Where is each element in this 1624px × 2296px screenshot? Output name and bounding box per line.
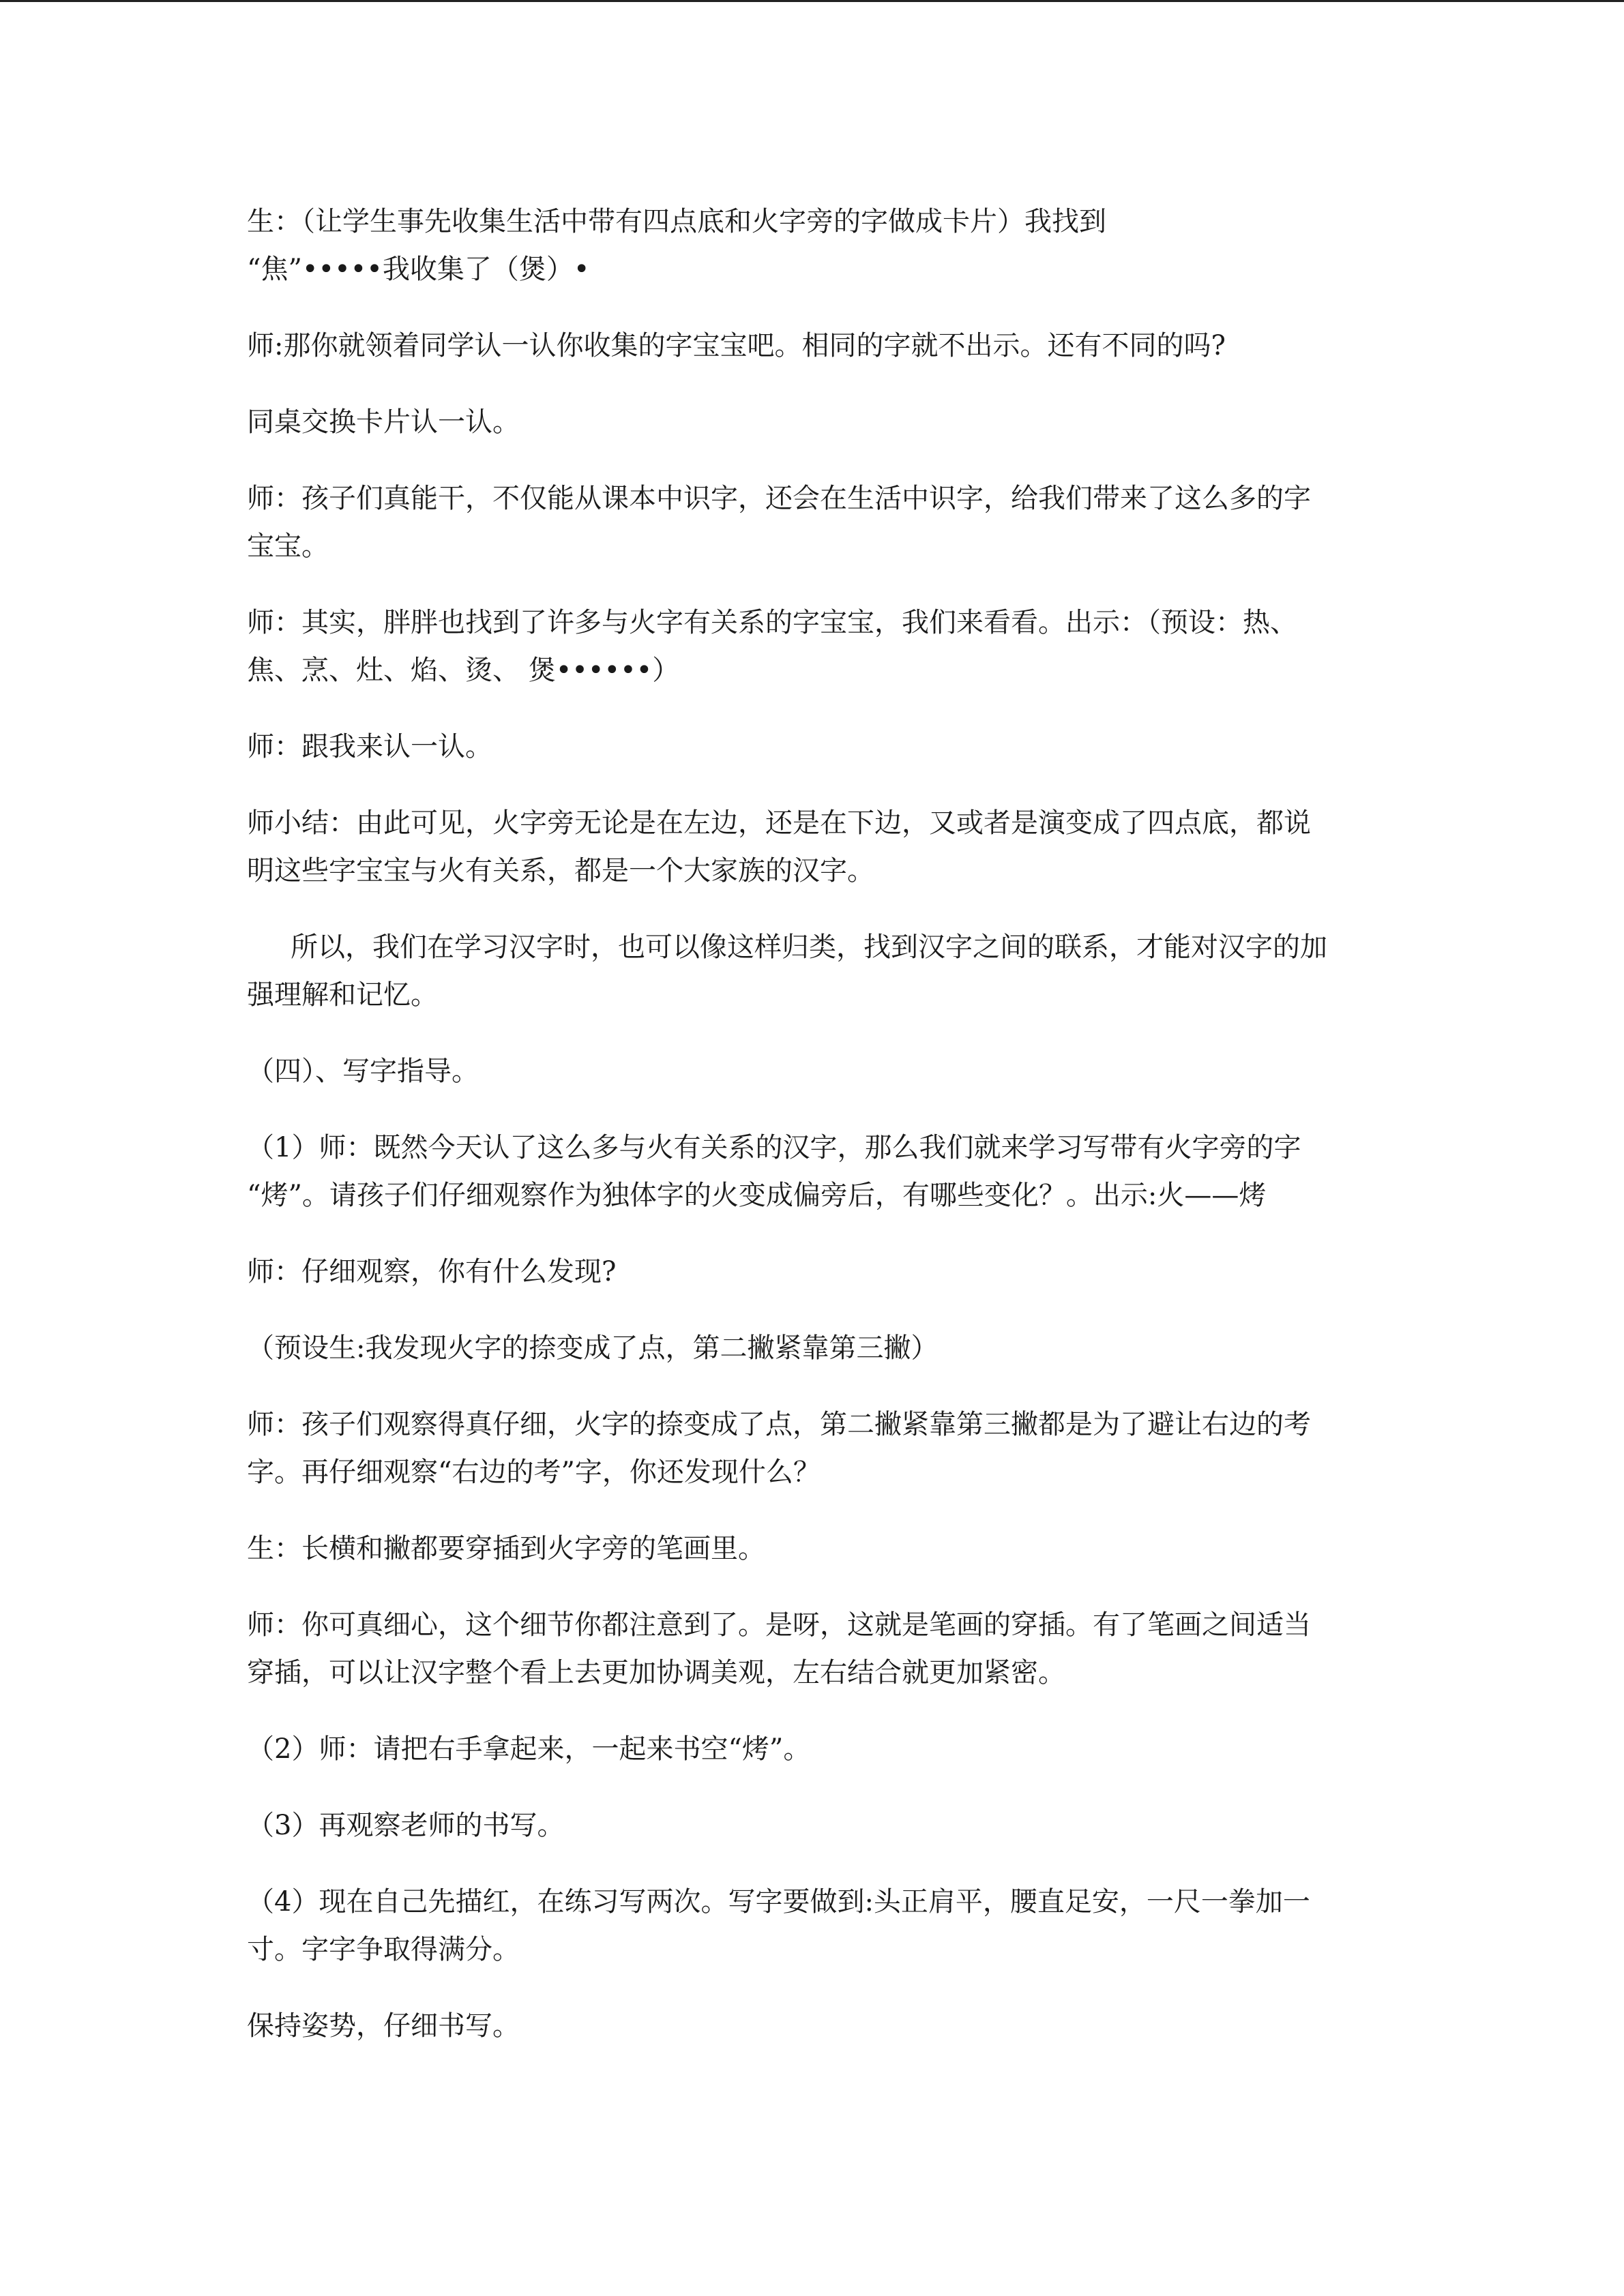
text-line: 宝宝。 [247,531,329,562]
paragraph-17 [247,1802,1393,1849]
text-line: 师：孩子们真能干，不仅能从课本中识字，还会在生活中识字，给我们带来了这么多的字 [247,483,1311,514]
text-line: “烤”。请孩子们仔细观察作为独体字的火变成偏旁后，有哪些变化？。出示:火——烤 [247,1180,1267,1211]
text-line: 师小结：由此可见，火字旁无论是在左边，还是在下边，又或者是演变成了四点底，都说 [247,807,1311,839]
text-line: 保持姿势，仔细书写。 [247,2010,520,2042]
paragraph-7 [247,799,1393,895]
paragraph-6 [247,723,1393,771]
text-line: （四）、写字指导。 [247,1056,479,1087]
paragraph-1 [247,198,1393,293]
section-heading [247,1047,1393,1095]
paragraph-15 [247,1601,1393,1697]
text-line: 穿插，可以让汉字整个看上去更加协调美观，左右结合就更加紧密。 [247,1657,1065,1688]
text-line: 师：仔细观察，你有什么发现? [247,1256,617,1287]
text-line: （预设生:我发现火字的捺变成了点，第二撇紧靠第三撇） [247,1332,939,1364]
paragraph-13 [247,1401,1393,1496]
paragraph-8 [247,923,1393,1019]
text-line: 生：长横和撇都要穿插到火字旁的笔画里。 [247,1533,765,1564]
paragraph-18 [247,1878,1393,1973]
text-line: （3）再观察老师的书写。 [247,1810,565,1841]
paragraph-14 [247,1525,1393,1572]
paragraph-5 [247,599,1393,694]
text-line: （1）师：既然今天认了这么多与火有关系的汉字，那么我们就来学习写带有火字旁的字 [247,1132,1301,1163]
text-line: 强理解和记忆。 [247,979,438,1011]
paragraph-12 [247,1324,1393,1372]
text-line: （4）现在自己先描红，在练习写两次。写字要做到:头正肩平，腰直足安，一尺一拳加一 [247,1886,1310,1918]
text-line: 师：跟我来认一认。 [247,731,492,762]
paragraph-10 [247,1124,1393,1219]
text-line: 师：你可真细心，这个细节你都注意到了。是呀，这就是笔画的穿插。有了笔画之间适当 [247,1609,1311,1641]
text-line: 师：其实，胖胖也找到了许多与火字有关系的字宝宝，我们来看看。出示：（预设：热、 [247,607,1297,638]
text-line: “焦”•••••我收集了（煲）• [247,254,590,285]
text-line: 同桌交换卡片认一认。 [247,406,520,438]
page-top-border [0,0,1624,2]
paragraph-11 [247,1248,1393,1296]
document-page [247,198,1393,2078]
paragraph-16 [247,1725,1393,1773]
text-line: 师:那你就领着同学认一认你收集的字宝宝吧。相同的字就不出示。还有不同的吗? [247,330,1226,361]
text-line: 明这些字宝宝与火有关系，都是一个大家族的汉字。 [247,855,874,886]
paragraph-4 [247,475,1393,570]
text-line: 寸。字字争取得满分。 [247,1934,520,1965]
text-line: 字。再仔细观察“右边的考”字，你还发现什么？ [247,1457,821,1488]
paragraph-19 [247,2002,1393,2050]
text-line: 所以，我们在学习汉字时，也可以像这样归类，找到汉字之间的联系，才能对汉字的加 [291,931,1327,963]
paragraph-2 [247,322,1393,370]
text-line: 生：（让学生事先收集生活中带有四点底和火字旁的字做成卡片）我找到 [247,206,1106,237]
text-line: （2）师：请把右手拿起来，一起来书空“烤”。 [247,1733,811,1765]
text-line: 师：孩子们观察得真仔细，火字的捺变成了点，第二撇紧靠第三撇都是为了避让右边的考 [247,1409,1311,1440]
text-line: 焦、烹、灶、焰、烫、 煲••••••） [247,655,680,686]
paragraph-3 [247,398,1393,446]
